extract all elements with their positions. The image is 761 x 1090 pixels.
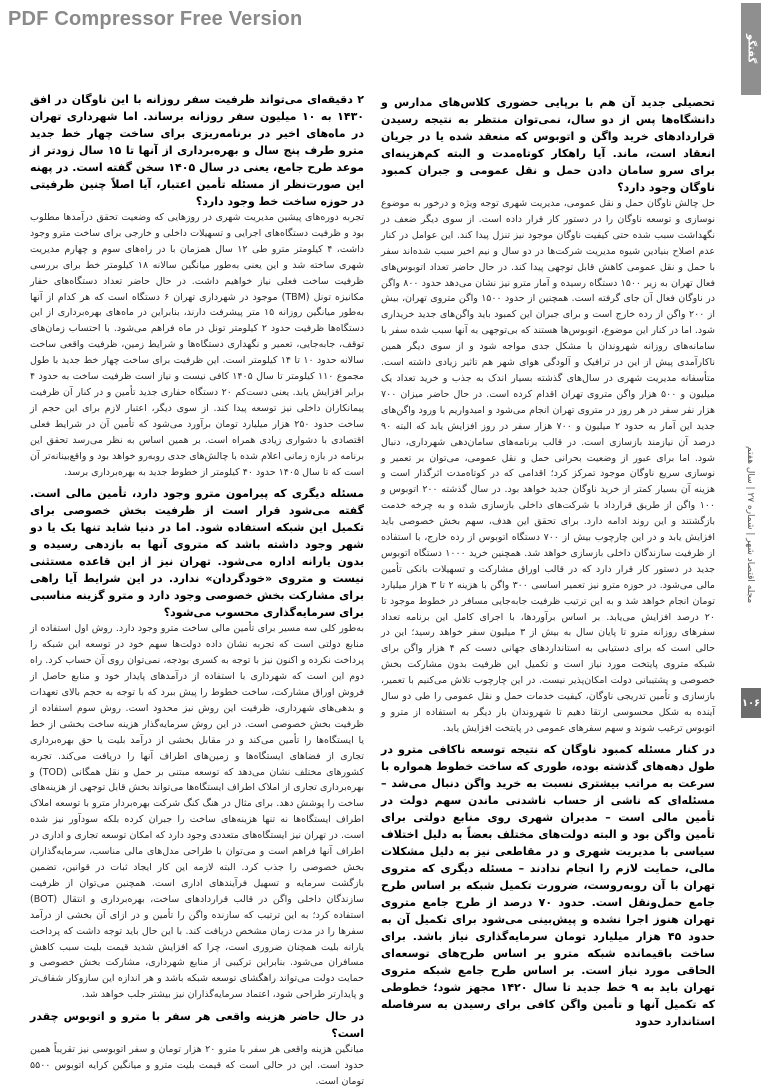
page-number: ۱۰۶ (741, 688, 761, 718)
section-tab (741, 3, 761, 95)
interview-answer: به‌طور کلی سه مسیر برای تأمین مالی ساخت مترو وجود دارد. روش اول استفاده از منابع دولتی است که تجربه نشان داده دولت‌ها سهم خود در توسعه این شبکه را پرداخت نکرده و اکنون نیز با توجه به کسری بودجه، نمی‌توان روی آن حساب کرد. راه دوم این است که شهرداری با استفاده از درآمدهای پایدار خود و منابع حاصل از فروش اوراق مشارکت، ساخت خطوط را پیش ببرد که با توجه به حجم بالای تعهدات و بدهی‌های شهرداری، ظرفیت این روش نیز محدود است. روش سوم استفاده از ظرفیت بخش خصوصی است. در این روش سرمایه‌گذار هزینه ساخت بخشی از خط یا ایستگاه‌ها را تأمین می‌کند و در مقابل بخشی از درآمد بلیت یا حق بهره‌برداری تجاری از فضاهای ایستگاه‌ها و زمین‌های اطراف آنها را دریافت می‌کند. تجربه کشورهای مختلف نشان می‌دهد که توسعه مبتنی بر حمل و نقل همگانی (TOD) و بهره‌برداری تجاری از املاک اطراف ایستگاه‌ها می‌تواند بخش قابل توجهی از هزینه‌های ساخت را پوشش دهد. برای مثال در هنگ کنگ شرکت بهره‌بردار مترو با توسعه املاک اطراف ایستگاه‌ها نه تنها هزینه‌های ساخت را جبران کرده بلکه سودآور نیز شده است. در تهران نیز ایستگاه‌های متعددی وجود دارد که امکان توسعه تجاری و اداری در اطراف آنها فراهم است و می‌توان با طراحی مدل‌های مالی مناسب، سرمایه‌گذاران بخش خصوصی را جذب کرد. البته لازمه این کار ایجاد ثبات در قوانین، تضمین بازگشت سرمایه و تسهیل فرآیندهای اداری است. همچنین می‌توان از ظرفیت سازندگان داخلی واگن در قالب قراردادهای ساخت، بهره‌برداری و انتقال (BOT) استفاده کرد؛ به این ترتیب که سازنده واگن را تأمین و در ازای آن بخشی از درآمد سفرها را در مدت زمان مشخص دریافت کند. با این حال باید توجه داشت که پرداخت یارانه بلیت همچنان ضروری است، چرا که افزایش شدید قیمت بلیت سبب کاهش مسافران می‌شود. بنابراین ترکیبی از منابع شهرداری، مشارکت بخش خصوصی و حمایت دولت می‌تواند راهگشای توسعه شبکه باشد و هر اندازه این سازوکار شفاف‌تر و پایدارتر طراحی شود، اعتماد سرمایه‌گذاران نیز بیشتر جلب خواهد شد. (30, 623, 364, 1001)
interview-question: در کنار مسئله کمبود ناوگان که نتیجه توسعه ناکافی مترو در طول دهه‌های گذشته بوده، طوری که ساخت خطوط همواره با سرعت به مراتب بیشتری نسبت به خرید واگن دنبال می‌شد – مسئله‌ای که ناشی از حساب ناشدنی ماندن سهم دولت در تأمین مالی است – مدیران شهری روی منابع دولتی برای تأمین واگن بود و البته دولت‌های مختلف بعضاً به دلیل اختلاف سیاسی با مدیریت شهری و در مقاطعی نیز به دلیل مشکلات مالی، حمایت لازم را انجام ندادند – مسئله دیگری که متروی تهران با آن روبه‌روست، ضرورت تکمیل شبکه بر اساس طرح جامع حمل‌ونقل است. حدود ۷۰ درصد از طرح جامع متروی تهران هنوز اجرا نشده و پیش‌بینی می‌شود برای تکمیل آن به حدود ۴۵ هزار میلیارد تومان سرمایه‌گذاری نیاز باشد. برای ساخت باقیمانده شبکه مترو بر اساس طرح‌های توسعه‌ای الحاقی مورد نیاز است. بر اساس طرح جامع شبکه متروی تهران باید به ۹ خط جدید تا سال ۱۴۲۰ مجهز شود؛ خطوطی که تکمیل آنها و تأمین واگن کافی برای رسیدن به سرفاصله استاندارد حدود (381, 742, 716, 1028)
interview-answer: تجربه دوره‌های پیشین مدیریت شهری در روزهایی که وضعیت تحقق درآمدها مطلوب بود و ظرفیت دستگاه‌های اجرایی و تسهیلات داخلی و خارجی برای ساخت مترو وجود داشت، ۴ کیلومتر مترو طی ۱۲ سال همزمان با در راه‌های سوم و چهارم مدیریت شهری ساخته شد و این یعنی به‌طور میانگین سالانه ۱۸ کیلومتر خط برای بررسی ظرفیت ساخت فعلی نیاز خواهیم داشت. در حال حاضر تعداد دستگاه‌های حفار مکانیزه تونل (TBM) موجود در شهرداری تهران ۶ دستگاه است که هر کدام از آنها به‌طور میانگین روزانه ۱۵ متر پیشرفت دارند، بنابراین در ماه‌های بهره‌برداری از این دستگاه‌ها ظرفیت حدود ۲ کیلومتر تونل در ماه فراهم می‌شود. با احتساب زمان‌های توقف، جابه‌جایی، تعمیر و نگهداری دستگاه‌ها و شرایط زمین، ظرفیت واقعی ساخت سالانه حدود ۱۰ تا ۱۴ کیلومتر است. این ظرفیت برای ساخت چهار خط جدید با طول مجموع ۱۱۰ کیلومتر تا سال ۱۴۰۵ کافی نیست و نیاز است ظرفیت ساخت به حدود ۴ برابر افزایش یابد. یعنی دست‌کم ۲۰ دستگاه حفاری جدید تأمین و در کنار آن ظرفیت پیمانکاران داخلی نیز توسعه پیدا کند. از سوی دیگر، اعتبار لازم برای این حجم از ساخت حدود ۲۵۰ هزار میلیارد تومان برآورد می‌شود که تأمین آن در شرایط فعلی اقتصادی با دشواری زیادی همراه است. بر همین اساس به نظر می‌رسد تحقق این برنامه در بازه زمانی اعلام شده با چالش‌های جدی روبه‌رو خواهد بود و واقع‌بینانه‌تر آن است که تا سال ۱۴۰۵ حدود ۴۰ کیلومتر از خطوط جدید به بهره‌برداری برسد. (30, 212, 365, 478)
interview-answer: میانگین هزینه واقعی هر سفر با مترو ۲۰ هزار تومان و سفر اتوبوسی نیز تقریباً همین حدود است. این در حالی است که قیمت بلیت مترو و میانگین کرایه اتوبوس ۵۵۰۰ تومان است. (30, 1044, 364, 1087)
interview-question: مسئله دیگری که پیرامون مترو وجود دارد، تأمین مالی است. گفته می‌شود قرار است از ظرفیت بخش خصوصی برای تکمیل این شبکه استفاده شود. اما در دنیا شاید تنها یک یا دو شهر وجود داشته باشد که متروی آنها به بازدهی رسیده و بدون یارانه اداره می‌شود. تهران نیز از این قاعده مستثنی نیست و متروی «خودگردان» ندارد. در این شرایط آیا راهی برای مشارکت بخش خصوصی وجود دارد و مترو گزینه مناسبی برای سرمایه‌گذاری محسوب می‌شود؟ (30, 487, 364, 620)
section-tab-label: گفتگو (745, 34, 757, 64)
watermark: PDF Compressor Free Version (8, 8, 303, 30)
interview-question: در حال حاضر هزینه واقعی هر سفر با مترو و اتوبوس چقدر است؟ (30, 1010, 364, 1041)
left-column (30, 93, 365, 1087)
running-header (743, 360, 757, 690)
right-column (381, 94, 716, 1028)
running-header-text: مجله اقتصاد شهر | شماره ۲۷ | سال هفتم (745, 446, 755, 604)
interview-question: ۲ دقیقه‌ای می‌تواند ظرفیت سفر روزانه با این ناوگان در افق ۱۴۳۰ به ۱۰ میلیون سفر روزانه برساند. اما شهرداری تهران در ماه‌های اخیر در برنامه‌ریزی برای ساخت چهار خط جدید مترو طرف پنج سال و بهره‌برداری از آنها تا ۱۵ سال زودتر از موعد طرح جامع، یعنی در سال ۱۴۰۵ سخن گفته است. در پهنه این صورت‌نظر از مسئله تأمین اعتبار، آیا اصلاً چنین ظرفیتی در حوزه ساخت خط وجود دارد؟ (30, 93, 364, 208)
interview-answer: حل چالش ناوگان حمل و نقل عمومی، مدیریت شهری توجه ویژه و درخور به موضوع نوسازی و توسعه ناوگان را در دستور کار قرار داده است. از سوی دیگر ضعف در نگهداشت سبب شده حتی کیفیت ناوگان موجود نیز تنزل پیدا کند. این عوامل در کنار عدم اصلاح بنیادین شیوه مدیریت شرکت‌ها در دو سال و نیم اخیر سبب شده‌اند سفر با حمل و نقل عمومی کاهش قابل توجهی پیدا کند. در حال حاضر تعداد اتوبوس‌های فعال تهران به زیر ۱۵۰۰ دستگاه رسیده و آمار مترو نیز نشان می‌دهد حدود ۸۰۰ واگن در ناوگان فعال آن جای گرفته است. همچنین از حدود ۱۵۰۰ واگن متروی تهران، بیش از ۲۰۰ واگن از رده خارج است و برای جبران این کمبود باید واگن‌های جدید خریداری شود. اما در کنار این موضوع، اتوبوس‌ها هستند که بی‌توجهی به آنها سبب شده سفر با سامانه‌های روزانه شهروندان با مشکل جدی مواجه شود و از سوی دیگر همین ناکارآمدی پیش از این در ترافیک و آلودگی هوای شهر هم تاثیر زیادی داشته است. متأسفانه مدیریت شهری در سال‌های گذشته بسیار اندک به جذب و خرید تعداد یک میلیون و ۵۰۰ هزار واگن متروی تهران اقدام کرده است. در حال حاضر میزان ۷۰۰ هزار نفر سفر در هر روز در متروی تهران انجام می‌شود و امیدواریم با ورود واگن‌های جدید این آمار به حدود ۲ میلیون و ۷۰۰ هزار سفر در روز افزایش یابد که البته ۹۰ درصد آن نیازمند بازسازی است. در قالب برنامه‌های سامان‌دهی شهرداری، دنبال شود. اما برای عبور از وضعیت بحرانی حمل و نقل عمومی، می‌توان بر تعمیر و نوسازی سریع ناوگان موجود تمرکز کرد؛ اقدامی که در کوتاه‌مدت اثرگذار است و هزینه آن بسیار کمتر از خرید ناوگان جدید خواهد بود. در سال گذشته ۲۰۰ اتوبوس و ۱۰۰ واگن از طریق قرارداد با شرکت‌های داخلی بازسازی شده و به چرخه خدمت بازگشتند و این روند ادامه دارد. برای تحقق این هدف، سهم بخش خصوصی باید افزایش یابد و در این چارچوب بیش از ۷۰۰ دستگاه اتوبوس از رده خارج، با استفاده از ظرفیت سازندگان داخلی بازسازی خواهد شد. همچنین خرید ۱۰۰۰ دستگاه اتوبوس جدید در دستور کار قرار دارد که در قالب اوراق مشارکت و تسهیلات بانکی تأمین مالی می‌شود. در حوزه مترو نیز تعمیر اساسی ۳۰۰ واگن با هزینه ۲ تا ۳ هزار میلیارد تومان انجام خواهد شد و به این ترتیب ظرفیت جابه‌جایی مسافر در خطوط موجود تا ۲۰ درصد افزایش می‌یابد. بر اساس برآوردها، با اجرای کامل این برنامه تعداد سفرهای روزانه مترو تا پایان سال به بیش از ۳ میلیون سفر خواهد رسید؛ این در حالی است که برای دستیابی به استانداردهای جهانی دست کم ۴ هزار واگن برای شبکه متروی پایتخت مورد نیاز است و تکمیل این ظرفیت بدون مشارکت بخش خصوصی و پشتیبانی دولت امکان‌پذیر نیست. در این چارچوب تلاش می‌کنیم با تعمیر، بازسازی و تأمین تدریجی ناوگان، کیفیت خدمات حمل و نقل عمومی را طی دو سال آینده به شکل محسوسی ارتقا دهیم تا شهروندان بار دیگر به استفاده از مترو و اتوبوس ترغیب شوند و سهم سفرهای عمومی در پایتخت افزایش یابد. (381, 198, 716, 734)
interview-question: تحصیلی جدید آن هم با برپایی حضوری کلاس‌های مدارس و دانشگاه‌ها پس از دو سال، نمی‌توان منتظر به نتیجه رسیدن قراردادهای خرید واگن و اتوبوس که منعقد شده یا در جریان انعقاد است، ماند. آیا راهکار کوتاه‌مدت و البته کم‌هزینه‌ای برای سرو سامان دادن حمل و نقل عمومی و جبران کمبود ناوگان وجود دارد؟ (381, 96, 715, 194)
